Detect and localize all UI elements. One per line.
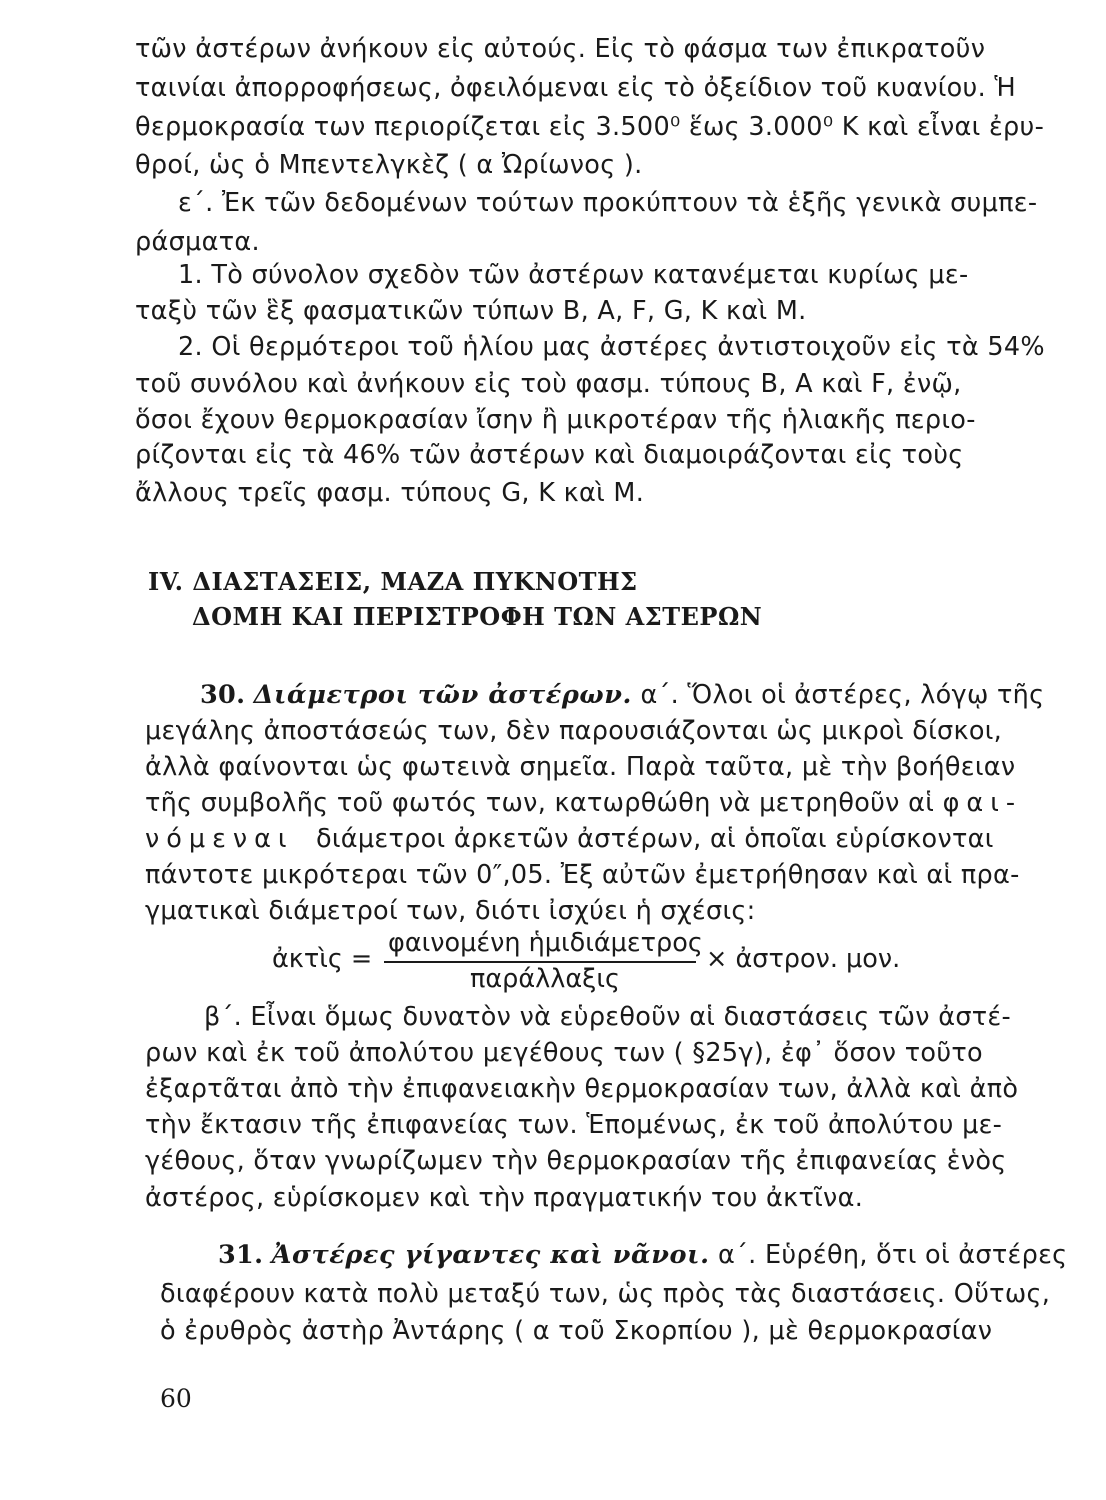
text-line: θροί, ὡς ὁ Μπεντελγκὲζ ( α Ὠρίωνος ). — [135, 150, 643, 180]
text-line — [145, 824, 994, 854]
text-line: πάντοτε μικρότεραι τῶν 0″,05. Ἐξ αὐτῶν ἐμετρήθησαν καὶ αἱ πρα- — [145, 860, 1020, 890]
text-line: διαφέρουν κατὰ πολὺ μεταξύ των, ὡς πρὸς τὰς διαστάσεις. Οὕτως, — [160, 1279, 1051, 1309]
text-line: τῶν ἀστέρων ἀνήκουν εἰς αὐτούς. Εἰς τὸ φάσμα των ἐπικρατοῦν — [135, 34, 986, 64]
text-line: 1. Τὸ σύνολον σχεδὸν τῶν ἀστέρων κατανέμεται κυρίως με- — [178, 260, 969, 290]
text-segment: διάμετροι ἀρκετῶν ἀστέρων, αἱ ὁποῖαι εὑρίσκονται — [315, 824, 994, 854]
text-line: μεγάλης ἀποστάσεώς των, δὲν παρουσιάζονται ὡς μικροὶ δίσκοι, — [145, 716, 1003, 746]
text-segment: τῆς συμβολῆς τοῦ φωτός των, κατωρθώθη νὰ μετρηθοῦν αἱ — [145, 788, 935, 818]
text-line: ρων καὶ ἐκ τοῦ ἀπολύτου μεγέθους των ( §25γ), ἐφ᾽ ὅσον τοῦτο — [145, 1038, 983, 1068]
page-number: 60 — [160, 1384, 192, 1413]
formula-numerator: φαινομένη ἡμιδιάμετρος — [388, 928, 703, 958]
section-30-first-line — [200, 680, 1044, 710]
text-line: ἐξαρτᾶται ἀπὸ τὴν ἐπιφανειακὴν θερμοκρασίαν των, ἀλλὰ καὶ ἀπὸ — [145, 1074, 1019, 1104]
text-line — [145, 788, 1022, 818]
formula-denominator: παράλλαξις — [470, 964, 620, 994]
text-line: τὴν ἔκτασιν τῆς ἐπιφανείας των. Ἑπομένως, ἐκ τοῦ ἀπολύτου με- — [145, 1110, 1003, 1140]
text-line: τοῦ συνόλου καὶ ἀνήκουν εἰς τοὺ φασμ. τύπους B, A καὶ F, ἐνῷ, — [135, 369, 962, 399]
text-line: γματικαὶ διάμετροί των, διότι ἰσχύει ἡ σχέσις: — [145, 896, 756, 926]
text-line: ὅσοι ἔχουν θερμοκρασίαν ἴσην ἢ μικροτέραν τῆς ἡλιακῆς περιο- — [135, 405, 976, 435]
text-line: ε΄. Ἐκ τῶν δεδομένων τούτων προκύπτουν τὰ ἑξῆς γενικὰ συμπε- — [178, 188, 1038, 218]
section-31-first-line — [218, 1240, 1067, 1270]
text-line: β΄. Εἶναι ὅμως δυνατὸν νὰ εὑρεθοῦν αἱ διαστάσεις τῶν ἀστέ- — [204, 1002, 1012, 1032]
chapter-heading-line-1: IV. ΔΙΑΣΤΑΣΕΙΣ, ΜΑΖΑ ΠΥΚΝΟΤΗΣ — [148, 567, 638, 596]
text-line: ὁ ἐρυθρὸς ἀστὴρ Ἀντάρης ( α τοῦ Σκορπίου ), μὲ θερμοκρασίαν — [160, 1316, 993, 1346]
spaced-emphasis: φαι- — [942, 788, 1023, 818]
section-text: α΄. Εὑρέθη, ὅτι οἱ ἀστέρες — [717, 1240, 1068, 1270]
section-text: α΄. Ὅλοι οἱ ἀστέρες, λόγῳ τῆς — [640, 680, 1045, 710]
text-line: ρίζονται εἰς τὰ 46% τῶν ἀστέρων καὶ διαμοιράζονται εἰς τοὺς — [135, 440, 964, 470]
text-line: ράσματα. — [135, 227, 260, 257]
formula-rhs: × ἀστρον. μον. — [706, 944, 901, 974]
text-line: ἄλλους τρεῖς φασμ. τύπους G, K καὶ M. — [135, 478, 645, 508]
text-line: θερμοκρασία των περιορίζεται εἰς 3.500⁰ ἕως 3.000⁰ Κ καὶ εἶναι ἐρυ- — [135, 112, 1045, 142]
text-line: ἀλλὰ φαίνονται ὡς φωτεινὰ σημεῖα. Παρὰ ταῦτα, μὲ τὴν βοήθειαν — [145, 752, 1016, 782]
section-title: Διάμετροι τῶν ἀστέρων. — [253, 680, 633, 710]
text-line: ταξὺ τῶν ἓξ φασματικῶν τύπων B, A, F, G, K καὶ M. — [135, 296, 807, 326]
text-line: ταινίαι ἀπορροφήσεως, ὀφειλόμεναι εἰς τὸ ὀξείδιον τοῦ κυανίου. Ἡ — [135, 73, 1017, 103]
text-line: 2. Οἱ θερμότεροι τοῦ ἡλίου μας ἀστέρες ἀντιστοιχοῦν εἰς τὰ 54% — [178, 332, 1045, 362]
chapter-heading-line-2: ΔΟΜΗ ΚΑΙ ΠΕΡΙΣΤΡΟΦΗ ΤΩΝ ΑΣΤΕΡΩΝ — [192, 602, 763, 631]
formula-lhs: ἀκτὶς = — [272, 944, 373, 974]
spaced-emphasis: νόμεναι — [145, 824, 294, 854]
text-line: ἀστέρος, εὑρίσκομεν καὶ τὴν πραγματικήν του ἀκτῖνα. — [145, 1183, 864, 1213]
fraction-bar — [384, 961, 696, 963]
section-title: Ἀστέρες γίγαντες καὶ νᾶνοι. — [271, 1240, 710, 1270]
section-number: 31. — [218, 1240, 264, 1270]
text-line: γέθους, ὅταν γνωρίζωμεν τὴν θερμοκρασίαν τῆς ἐπιφανείας ἑνὸς — [145, 1146, 1007, 1176]
section-number: 30. — [200, 680, 246, 710]
